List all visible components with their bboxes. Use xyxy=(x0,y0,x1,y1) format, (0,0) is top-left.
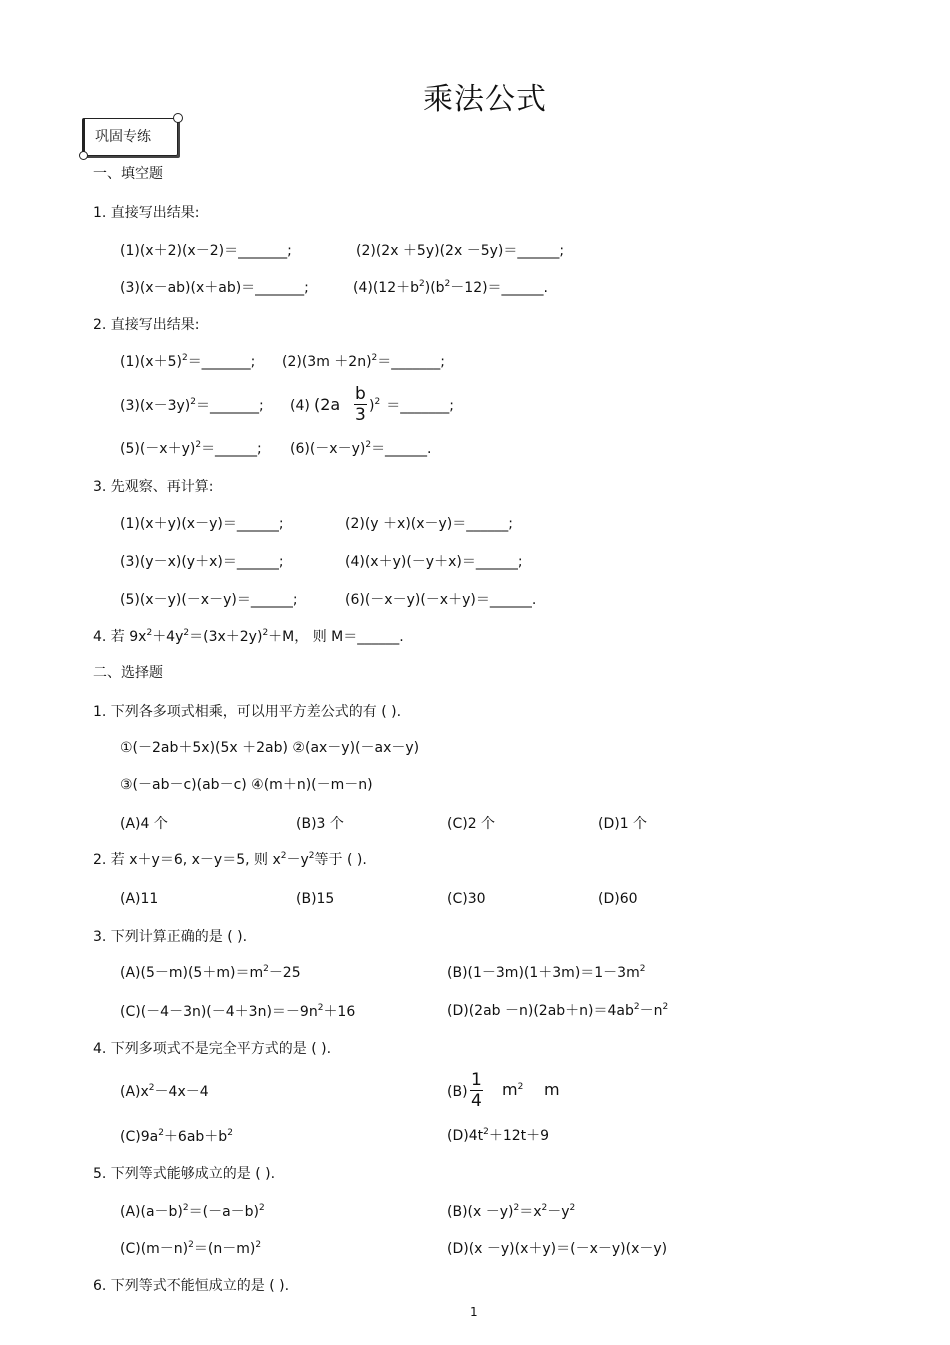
choice-b: (B)3 个 xyxy=(296,816,344,832)
section-tag-label: 巩固专练 xyxy=(95,129,151,145)
choice-d: (D)60 xyxy=(598,891,638,907)
question-text: 1. 下列各多项式相乘，可以用平方差公式的有 ( ). xyxy=(93,704,402,720)
sub-item: (5)(x－y)(－x－y)＝______; xyxy=(120,592,298,608)
choice-d: (D)1 个 xyxy=(598,816,648,832)
sub-item: $(5)(-x+y)^2=\_\_\_\_\_\_$; xyxy=(120,440,262,457)
scroll-curl-icon xyxy=(79,151,88,160)
choice-d: $(D)4t^2+12t+9$ xyxy=(447,1127,550,1144)
fraction xyxy=(470,1070,483,1111)
question-text: 4. 若 $9x^2+4y^2=(3x+2y)^2+M$， 则 M＝______. xyxy=(93,628,404,645)
sub-item: )$^2$ ＝_______; xyxy=(369,397,454,414)
choice-b: (B)15 xyxy=(296,891,335,907)
choice-b: $(B)(x -y)^2=x^2-y^2$ xyxy=(447,1203,576,1220)
choice-d: $(D)(2ab -n)(2ab+n)=4ab^2-n^2$ xyxy=(447,1002,669,1019)
scroll-curl-icon xyxy=(173,113,183,123)
sub-item: (3)(y－x)(y＋x)＝______; xyxy=(120,554,284,570)
sub-item: (1)(x＋y)(x－y)＝______; xyxy=(120,516,284,532)
question-text: 4. 下列多项式不是完全平方式的是 ( ). xyxy=(93,1041,332,1057)
sub-item: (3)(x－ab)(x＋ab)＝_______; xyxy=(120,280,309,296)
sub-item: $(3)(x-3y)^2=\_\_\_\_\_\_\_$; xyxy=(120,397,264,414)
fraction-denominator: 4 xyxy=(471,1091,482,1111)
choice-c: $(C)(-4-3n)(-4+3n)=-9n^2+16$ xyxy=(120,1003,356,1020)
choice-c: (C)30 xyxy=(447,891,486,907)
sub-item: (6)(－x－y)(－x＋y)＝______. xyxy=(345,592,537,608)
question-text: 2. 若 x＋y＝6, x－y＝5, 则 $x^2-y^2$等于 ( ). xyxy=(93,851,367,868)
choice-c: $(C)9a^2+6ab+b^2$ xyxy=(120,1128,233,1145)
choice-a: (A)11 xyxy=(120,891,159,907)
expression-part: (2a xyxy=(314,395,341,414)
expression-part: m xyxy=(544,1080,560,1099)
question-text: 1. 直接写出结果: xyxy=(93,205,200,221)
choice-a: $(A)(a-b)^2=(-a-b)^2$ xyxy=(120,1203,265,1220)
question-text: 6. 下列等式不能恒成立的是 ( ). xyxy=(93,1278,290,1294)
choice-c: (C)2 个 xyxy=(447,816,496,832)
option-group: ③(－ab－c)(ab－c) ④(m＋n)(－m－n) xyxy=(120,777,373,793)
choice-c: $(C)(m-n)^2=(n-m)^2$ xyxy=(120,1240,262,1257)
option-group: ①(－2ab＋5x)(5x ＋2ab) ②(ax－y)(－ax－y) xyxy=(120,740,420,756)
sub-item: $(6)(-x-y)^2=\_\_\_\_\_\_$. xyxy=(290,440,432,457)
choice-b: $(B)(1-3m)(1+3m)=1-3m^2$ xyxy=(447,964,646,981)
fraction xyxy=(354,384,367,425)
sub-item: (1)(x＋2)(x－2)＝_______; xyxy=(120,243,292,259)
choice-d: (D)(x －y)(x＋y)＝(－x－y)(x－y) xyxy=(447,1241,668,1257)
expression-part: $m^2$ xyxy=(502,1080,524,1099)
choice-a: $(A)x^2-4x-4$ xyxy=(120,1083,209,1100)
question-text: 2. 直接写出结果: xyxy=(93,317,200,333)
sub-item: $(2)(3m +2n)^2=\_\_\_\_\_\_\_$; xyxy=(282,353,445,370)
question-text: 5. 下列等式能够成立的是 ( ). xyxy=(93,1166,276,1182)
sub-item-label: (4) xyxy=(290,398,310,414)
fraction-numerator: 1 xyxy=(471,1070,482,1090)
question-text: 3. 先观察、再计算: xyxy=(93,479,214,495)
section-heading-multiple-choice: 二、选择题 xyxy=(93,665,163,681)
section-tag-scroll xyxy=(82,118,178,156)
sub-item: (4)(x＋y)(－y＋x)＝______; xyxy=(345,554,523,570)
question-text: 3. 下列计算正确的是 ( ). xyxy=(93,929,248,945)
sub-item: $(1)(x+5)^2=\_\_\_\_\_\_\_$; xyxy=(120,353,256,370)
page-number: 1 xyxy=(470,1305,478,1319)
choice-a: (A)4 个 xyxy=(120,816,168,832)
page-title: 乘法公式 xyxy=(423,82,547,117)
choice-b-label: (B) xyxy=(447,1084,468,1100)
sub-item: $(4)(12+b^2)(b^2-12)=\_\_\_\_\_\_$. xyxy=(353,279,549,296)
fraction-numerator: b xyxy=(355,384,366,404)
sub-item: (2)(2x ＋5y)(2x －5y)＝______; xyxy=(356,243,565,259)
choice-a: $(A)(5-m)(5+m)=m^2-25$ xyxy=(120,964,301,981)
sub-item: (2)(y ＋x)(x－y)＝______; xyxy=(345,516,513,532)
section-heading-fill-blank: 一、填空题 xyxy=(93,166,163,182)
fraction-denominator: 3 xyxy=(354,405,366,425)
